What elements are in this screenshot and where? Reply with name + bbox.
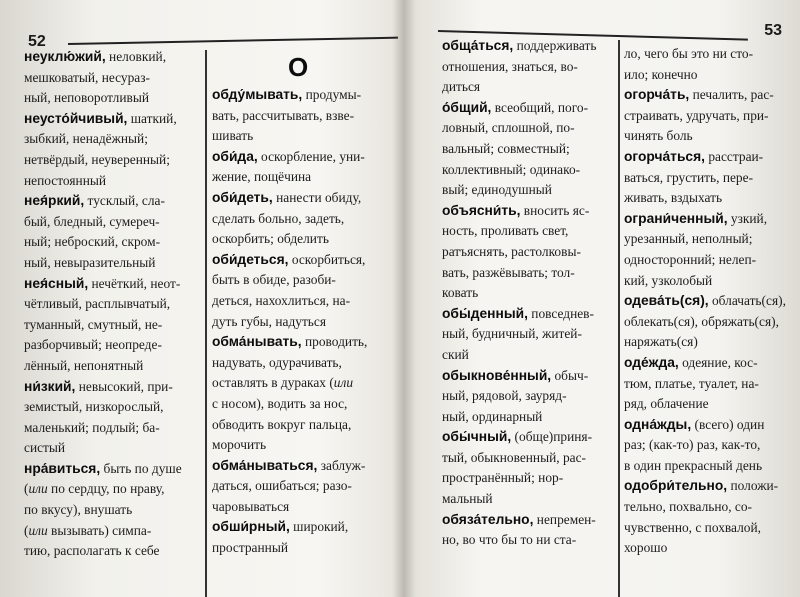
entry-line xyxy=(624,415,796,436)
headword: оби́деться, xyxy=(212,251,289,267)
definition-text: узкий, xyxy=(727,210,768,226)
entry-line xyxy=(24,253,204,274)
entry-line xyxy=(212,415,402,436)
headword: обыкнове́нный, xyxy=(442,367,552,383)
definition-text: обводить вокруг пальца, xyxy=(212,416,352,432)
definition-text: облекать(ся), обряжать(ся), xyxy=(624,313,779,329)
definition-text: ный, невыразительный xyxy=(24,254,156,270)
entry-line xyxy=(24,377,204,398)
definition-text: нанести обиду, xyxy=(272,189,362,205)
definition-text: оскорбление, уни- xyxy=(257,148,365,164)
entry-line xyxy=(24,459,204,480)
definition-text: непремен- xyxy=(533,511,596,527)
entry-line xyxy=(212,250,402,271)
definition-text: бый, бледный, сумереч- xyxy=(24,213,160,229)
definition-text: чувственно, с похвалой, xyxy=(624,519,761,535)
definition-text: нетвёрдый, неуверенный; xyxy=(24,151,170,167)
entry-line xyxy=(624,374,796,395)
definition-text: ность, проливать свет, xyxy=(442,223,569,239)
entry-line xyxy=(442,489,618,510)
entry-line xyxy=(212,394,402,415)
entry-line xyxy=(442,530,618,551)
headword: обща́ться, xyxy=(442,38,514,53)
entry-line xyxy=(624,168,796,189)
definition-text: быть по душе xyxy=(100,460,182,476)
definition-text: по сердцу, по нраву, xyxy=(47,481,165,497)
definition-text: неловкий, xyxy=(105,49,167,64)
definition-text: зыбкий, ненадёжный; xyxy=(24,131,148,147)
definition-text: но, во что бы то ни ста- xyxy=(442,532,577,548)
definition-text: продумы- xyxy=(302,87,362,102)
entry-line xyxy=(24,274,204,295)
entry-line xyxy=(442,366,618,387)
entry-line xyxy=(24,500,204,521)
entry-line xyxy=(24,438,204,459)
entry-line xyxy=(624,229,796,250)
definition-text: широкий, xyxy=(289,519,349,535)
headword: о́бщий, xyxy=(442,99,492,115)
entry-line xyxy=(624,65,796,86)
headword: одобри́тельно, xyxy=(624,478,728,494)
italic-note: или xyxy=(333,375,354,391)
definition-text: печалить, рас- xyxy=(689,87,774,103)
entry-line xyxy=(212,456,402,477)
entry-line xyxy=(442,201,618,222)
definition-text: непостоянный xyxy=(24,172,107,188)
entry-line xyxy=(624,518,796,539)
entry-line xyxy=(24,47,204,68)
entry-line xyxy=(442,242,618,263)
entry-line xyxy=(24,335,204,356)
entry-line xyxy=(212,126,402,147)
entry-line xyxy=(212,497,402,518)
headword: обяза́тельно, xyxy=(442,511,534,527)
definition-text: шивать xyxy=(212,128,254,144)
headword: обду́мывать, xyxy=(212,87,303,102)
headword: одева́ть(ся), xyxy=(624,293,709,309)
definition-text: всеобщий, пого- xyxy=(491,99,589,115)
definition-text: поддерживать xyxy=(513,38,597,53)
definition-text: облачать(ся), xyxy=(708,293,786,309)
definition-text: расстраи- xyxy=(704,148,764,164)
definition-text: ( xyxy=(24,522,29,538)
entry-line xyxy=(24,315,204,336)
definition-text: страивать, удручать, при- xyxy=(624,107,769,123)
page-number-left: 52 xyxy=(28,33,46,50)
entry-line xyxy=(212,312,402,333)
definition-text: вать, рассчитывать, взве- xyxy=(212,107,355,123)
entry-line xyxy=(24,521,204,542)
definition-text: кий, узколобый xyxy=(624,272,713,288)
entry-line xyxy=(24,397,204,418)
headword: обма́нываться, xyxy=(212,457,318,473)
definition-text: разборчивый; неопреде- xyxy=(24,337,162,353)
definition-text: туманный, смутный, не- xyxy=(24,316,163,332)
entry-line xyxy=(212,229,402,250)
entry-line xyxy=(212,332,402,353)
headword: одна́жды, xyxy=(624,416,692,432)
entry-line xyxy=(442,324,618,345)
entry-line xyxy=(212,435,402,456)
definition-text: пространённый; нор- xyxy=(442,470,564,486)
definition-text: ский xyxy=(442,346,469,362)
definition-text: чаровываться xyxy=(212,498,290,514)
definition-text: деться, нахохлиться, на- xyxy=(212,292,351,308)
entry-line xyxy=(442,160,618,181)
definition-text: (обще)приня- xyxy=(511,429,593,445)
entry-line xyxy=(24,356,204,377)
section-letter: О xyxy=(288,52,309,82)
definition-text: мальный xyxy=(442,491,493,507)
definition-text: чинять боль xyxy=(624,128,693,144)
definition-text: сделать больно, задеть, xyxy=(212,210,345,226)
entry-line xyxy=(24,68,204,89)
entry-line xyxy=(442,180,618,201)
entry-line xyxy=(212,188,402,209)
definition-text: ный, неповоротливый xyxy=(24,90,149,106)
definition-text: пространный xyxy=(212,540,288,556)
entry-line xyxy=(24,232,204,253)
entry-line xyxy=(212,517,402,538)
definition-text: вальный; совместный; xyxy=(442,140,570,156)
entry-line xyxy=(442,283,618,304)
definition-text: повседнев- xyxy=(527,305,594,321)
entry-line xyxy=(212,538,402,559)
definition-text: ный, рядовой, зауряд- xyxy=(442,388,567,404)
headword: оби́да, xyxy=(212,148,258,164)
entry-line xyxy=(442,118,618,139)
definition-text: быть в обиде, разоби- xyxy=(212,272,336,288)
entry-line xyxy=(442,427,618,448)
right-page xyxy=(408,0,800,597)
entry-line xyxy=(624,291,796,312)
entry-line xyxy=(212,85,402,106)
definition-text: систый xyxy=(24,440,66,456)
entry-line xyxy=(442,468,618,489)
definition-text: ратъяснять, растолковы- xyxy=(442,243,581,259)
entry-line xyxy=(442,386,618,407)
entry-line xyxy=(442,345,618,366)
definition-text: диться xyxy=(442,79,481,95)
entry-line xyxy=(624,271,796,292)
headword: обма́нывать, xyxy=(212,334,302,350)
entry-line xyxy=(442,304,618,325)
left-column-2 xyxy=(212,85,402,559)
entry-line xyxy=(442,407,618,428)
definition-text: шаткий, xyxy=(127,110,177,126)
header-rule-left xyxy=(68,37,398,45)
entry-line xyxy=(24,109,204,130)
definition-text: отношения, знаться, во- xyxy=(442,58,578,74)
definition-text: положи- xyxy=(727,478,779,494)
entry-line xyxy=(212,353,402,374)
column-divider-left xyxy=(205,50,207,597)
entry-line xyxy=(624,538,796,559)
headword: объясни́ть, xyxy=(442,202,521,218)
definition-text: нечёткий, неот- xyxy=(88,275,181,291)
entry-line xyxy=(442,510,618,531)
entry-line xyxy=(212,167,402,188)
entry-line xyxy=(24,171,204,192)
entry-line xyxy=(24,191,204,212)
headword: нра́виться, xyxy=(24,460,101,476)
entry-line xyxy=(24,129,204,150)
definition-text: надувать, одурачивать, xyxy=(212,354,342,370)
entry-line xyxy=(24,294,204,315)
entry-line xyxy=(212,373,402,394)
headword: ограни́ченный, xyxy=(624,210,728,226)
definition-text: невысокий, при- xyxy=(75,378,173,394)
column-divider-right xyxy=(618,40,620,597)
definition-text: раз; (как-то) раз, как-то, xyxy=(624,437,761,453)
headword: обши́рный, xyxy=(212,519,290,535)
headword: обы́чный, xyxy=(442,429,512,445)
definition-text: ряд, облачение xyxy=(624,396,709,412)
definition-text: ный, ординарный xyxy=(442,408,543,424)
entry-line xyxy=(212,209,402,230)
definition-text: вый; единодушный xyxy=(442,182,552,198)
headword: огорча́ться, xyxy=(624,148,705,164)
entry-line xyxy=(624,476,796,497)
entry-line xyxy=(442,263,618,284)
definition-text: урезанный, неполный; xyxy=(624,231,753,247)
definition-text: по вкусу), внушать xyxy=(24,502,133,518)
definition-text: ло, чего бы это ни сто- xyxy=(624,46,754,61)
entry-line xyxy=(624,353,796,374)
headword: нея́ркий, xyxy=(24,193,85,209)
page-number-right: 53 xyxy=(764,22,782,39)
italic-note: или xyxy=(28,522,48,538)
entry-line xyxy=(442,448,618,469)
definition-text: ило; конечно xyxy=(624,66,698,82)
definition-text: наряжать(ся) xyxy=(624,334,698,350)
definition-text: оскорбиться, xyxy=(288,251,366,267)
entry-line xyxy=(24,150,204,171)
headword: неуклю́жий, xyxy=(24,49,106,64)
definition-text: оскорбить; обделить xyxy=(212,231,329,247)
definition-text: вызывать) симпа- xyxy=(47,522,152,538)
entry-line xyxy=(212,476,402,497)
definition-text: обыч- xyxy=(551,367,589,383)
definition-text: тельно, похвально, со- xyxy=(624,499,753,515)
definition-text: маленький; подлый; ба- xyxy=(24,419,160,435)
definition-text: заблуж- xyxy=(317,457,366,473)
definition-text: односторонний; нелеп- xyxy=(624,251,757,267)
headword: неусто́йчивый, xyxy=(24,110,128,126)
definition-text: ный, будничный, житей- xyxy=(442,326,582,342)
definition-text: тый, обыкновенный, рас- xyxy=(442,449,587,465)
definition-text: коллективный; одинако- xyxy=(442,161,581,177)
entry-line xyxy=(24,88,204,109)
definition-text: земистый, низкорослый, xyxy=(24,399,164,415)
entry-line xyxy=(212,291,402,312)
definition-text: ловный, сплошной, по- xyxy=(442,120,575,136)
definition-text: ковать xyxy=(442,285,479,301)
headword: ни́зкий, xyxy=(24,378,76,394)
entry-line xyxy=(624,250,796,271)
definition-text: мешковатый, несураз- xyxy=(24,69,150,85)
entry-line xyxy=(624,497,796,518)
entry-line xyxy=(442,221,618,242)
definition-text: даться, ошибаться; разо- xyxy=(212,478,352,494)
entry-line xyxy=(442,139,618,160)
italic-note: или xyxy=(28,481,48,497)
definition-text: тюм, платье, туалет, на- xyxy=(624,375,759,391)
definition-text: лённый, непонятный xyxy=(24,357,144,373)
entry-line xyxy=(624,106,796,127)
definition-text: проводить, xyxy=(301,334,368,350)
entry-line xyxy=(624,394,796,415)
entry-line xyxy=(442,98,618,119)
definition-text: ваться, грустить, пере- xyxy=(624,169,754,185)
definition-text: жение, пощёчина xyxy=(212,169,312,185)
entry-line xyxy=(24,418,204,439)
entry-line xyxy=(442,57,618,78)
entry-line xyxy=(212,270,402,291)
entry-line xyxy=(624,126,796,147)
entry-line xyxy=(624,332,796,353)
definition-text: оставлять в дураках ( xyxy=(212,375,334,391)
definition-text: ный; неброский, скром- xyxy=(24,234,161,250)
headword: нея́сный, xyxy=(24,275,89,291)
entry-line xyxy=(624,44,796,65)
headword: оде́жда, xyxy=(624,354,679,370)
entry-line xyxy=(212,106,402,127)
entry-line xyxy=(24,479,204,500)
entry-line xyxy=(212,147,402,168)
definition-text: (всего) один xyxy=(691,416,765,432)
entry-line xyxy=(624,312,796,333)
entry-line xyxy=(24,541,204,562)
headword: обы́денный, xyxy=(442,305,528,321)
entry-line xyxy=(624,147,796,168)
definition-text: ( xyxy=(24,481,29,497)
entry-line xyxy=(442,36,618,57)
definition-text: морочить xyxy=(212,437,267,453)
headword: оби́деть, xyxy=(212,189,273,205)
definition-text: тию, располагать к себе xyxy=(24,543,160,559)
entry-line xyxy=(624,435,796,456)
definition-text: чётливый, расплывчатый, xyxy=(24,296,171,312)
definition-text: в один прекрасный день xyxy=(624,457,763,473)
definition-text: с носом), водить за нос, xyxy=(212,395,348,411)
right-column-2 xyxy=(624,44,796,559)
definition-text: вносить яс- xyxy=(520,202,590,218)
entry-line xyxy=(624,209,796,230)
left-column-1 xyxy=(24,47,204,562)
definition-text: вать, разжёвывать; тол- xyxy=(442,264,575,280)
headword: огорча́ть, xyxy=(624,87,690,103)
entry-line xyxy=(24,212,204,233)
definition-text: дуть губы, надуться xyxy=(212,313,327,329)
right-column-1 xyxy=(442,36,618,551)
definition-text: тусклый, сла- xyxy=(84,193,165,209)
definition-text: живать, вздыхать xyxy=(624,190,723,206)
entry-line xyxy=(624,85,796,106)
definition-text: одеяние, кос- xyxy=(678,354,758,370)
entry-line xyxy=(624,188,796,209)
definition-text: хорошо xyxy=(624,540,668,556)
entry-line xyxy=(624,456,796,477)
entry-line xyxy=(442,77,618,98)
